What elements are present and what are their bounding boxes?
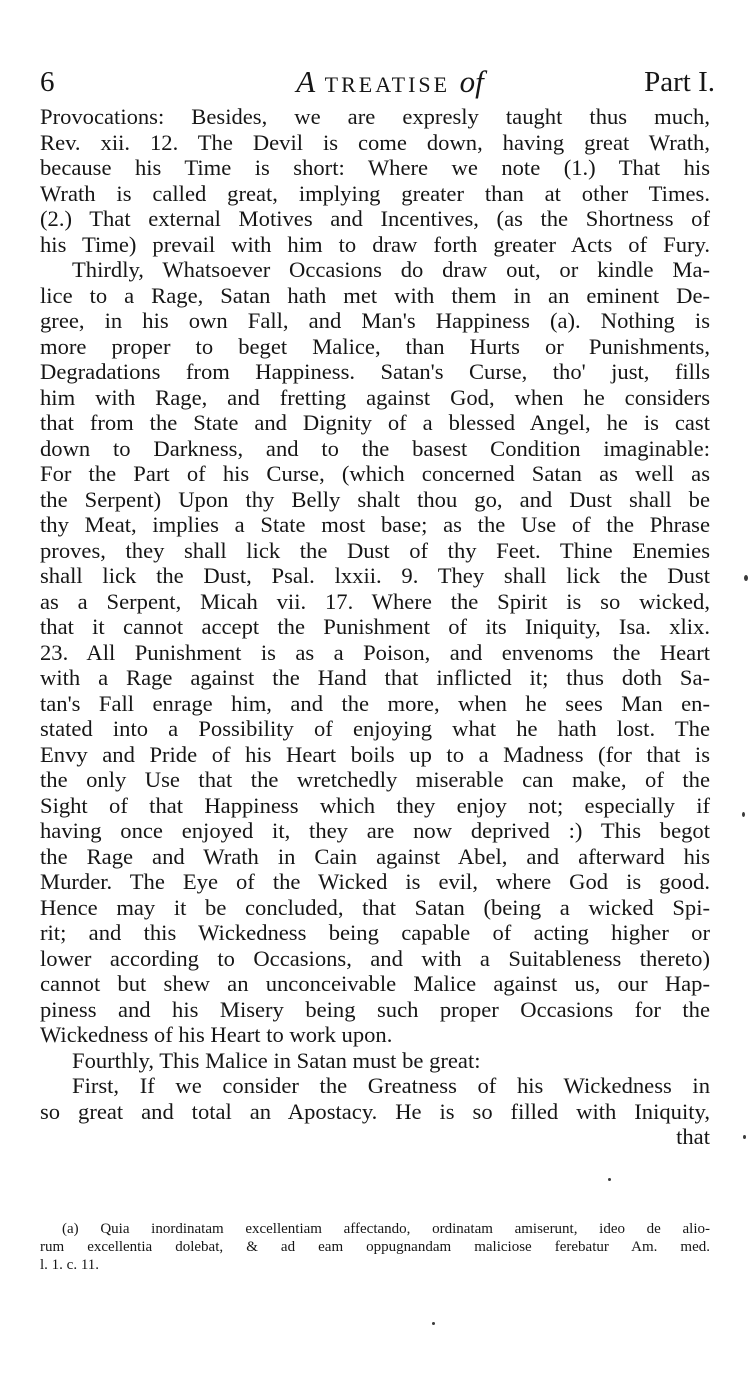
body-line: thy Meat, implies a State most base; as the Use of the Phrase [40,512,710,537]
footnote-line: (a) Quia inordinatam excellentiam affectando, ordinatam amiserunt, ideo de alio- [62,1221,710,1237]
body-line: Wickedness of his Heart to work upon. [40,1022,393,1047]
part-label: Part I. [644,66,715,98]
body-line: Sight of that Happiness which they enjoy not; especially if [40,792,710,818]
body-line: cannot but shew an unconceivable Malice against us, our Hap- [40,971,710,996]
body-line: down to Darkness, and to the basest Condition imaginable: [40,435,710,461]
body-line: that it cannot accept the Punishment of its Iniquity, Isa. xlix. [40,614,710,639]
footnote [40,1220,710,1274]
body-line: rit; and this Wickedness being capable of acting higher or [40,920,710,945]
body-line: the Serpent) Upon thy Belly shalt thou go, and Dust shall be [40,486,710,512]
body-text [40,104,710,1150]
body-line: Murder. The Eye of the Wicked is evil, where God is good. [40,869,710,894]
ink-speck [743,1135,746,1139]
body-line: that from the State and Dignity of a blessed Angel, he is cast [40,410,710,435]
body-line: as a Serpent, Micah vii. 17. Where the Spirit is so wicked, [40,588,710,614]
running-header [40,64,715,108]
body-line: lice to a Rage, Satan hath met with them in an eminent De- [40,282,710,308]
body-line: First, If we consider the Greatness of his Wickedness in [72,1073,710,1098]
body-line: more proper to beget Malice, than Hurts or Punishments, [40,333,710,359]
running-title-first: A [296,64,316,99]
body-line: lower according to Occasions, and with a Suitableness thereto) [40,945,710,971]
page-number: 6 [40,66,55,98]
body-line: him with Rage, and fretting against God, when he considers [40,384,710,410]
body-line: piness and his Misery being such proper Occasions for the [40,996,710,1022]
body-line: tan's Fall enrage him, and the more, when he sees Man en- [40,690,710,716]
body-line: his Time) prevail with him to draw forth greater Acts of Fury. [40,231,710,257]
body-line: gree, in his own Fall, and Man's Happiness (a). Nothing is [40,308,710,333]
ink-speck [608,1178,611,1181]
body-line: the only Use that the wretchedly miserable can make, of the [40,767,710,792]
body-line: Rev. xii. 12. The Devil is come down, having great Wrath, [40,129,710,155]
catchword: that [676,1124,710,1149]
body-line: because his Time is short: Where we note (1.) That his [40,155,710,180]
body-line: Envy and Pride of his Heart boils up to a Madness (for that is [40,741,710,767]
body-line: Fourthly, This Malice in Satan must be great: [72,1047,481,1073]
body-line: 23. All Punishment is as a Poison, and envenoms the Heart [40,639,710,665]
ink-speck [744,575,748,581]
running-title [225,64,555,100]
ink-speck [432,1322,435,1325]
ink-speck [742,812,745,817]
body-line: having once enjoyed it, they are now deprived :) This begot [40,818,710,843]
body-line: the Rage and Wrath in Cain against Abel, and afterward his [40,843,710,869]
body-line: Wrath is called great, implying greater than at other Times. [40,180,710,206]
body-line: so great and total an Apostacy. He is so filled with Iniquity, [40,1098,710,1124]
body-line: For the Part of his Curse, (which concerned Satan as well as [40,461,710,486]
running-title-last: of [459,64,484,99]
body-line: Provocations: Besides, we are expresly taught thus much, [40,104,710,129]
body-line: (2.) That external Motives and Incentives, (as the Shortness of [40,206,710,231]
body-line: with a Rage against the Hand that inflicted it; thus doth Sa- [40,665,710,690]
body-line: shall lick the Dust, Psal. lxxii. 9. They shall lick the Dust [40,563,710,588]
body-line: proves, they shall lick the Dust of thy Feet. Thine Enemies [40,537,710,563]
body-line: Hence may it be concluded, that Satan (being a wicked Spi- [40,894,710,920]
footnote-line: rum excellentia dolebat, & ad eam oppugnandam maliciose ferebatur Am. med. [40,1239,710,1255]
running-title-main: TREATISE [324,72,451,97]
body-line: stated into a Possibility of enjoying what he hath lost. The [40,716,710,741]
footnote-line: l. 1. c. 11. [40,1257,100,1273]
body-line: Degradations from Happiness. Satan's Curse, tho' just, fills [40,359,710,384]
body-line: Thirdly, Whatsoever Occasions do draw out, or kindle Ma- [72,257,710,282]
